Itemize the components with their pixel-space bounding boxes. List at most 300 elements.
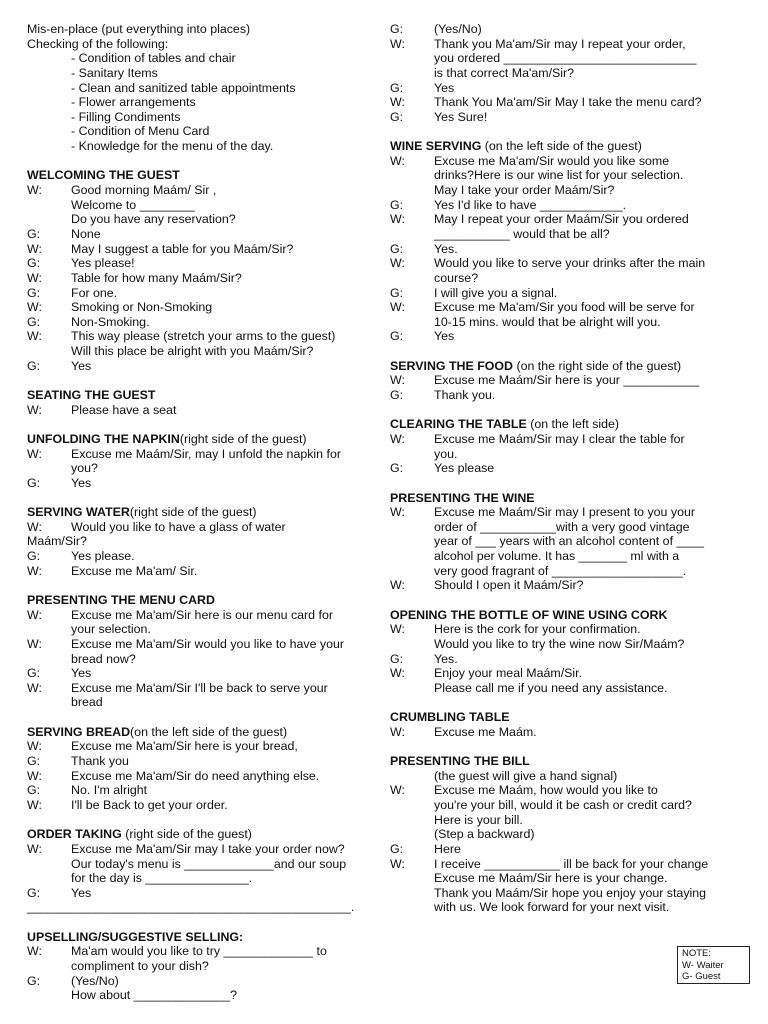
section-heading-text [390,139,642,154]
section-title: OPENING THE BOTTLE OF WINE USING CORK [390,607,668,622]
legend-note-box [677,946,750,984]
section-note: (right side of the guest) [121,827,252,842]
dialogue-line [390,271,752,286]
section-heading-text [27,168,180,183]
section-heading [390,417,752,432]
text-line [27,534,383,549]
left-column [27,22,383,1003]
speaker-label: W: [27,797,42,812]
dialogue-line [390,286,752,301]
dialogue-line [390,95,752,110]
line-text: Thank you. [434,388,496,403]
line-text: Would you like to have a glass of water [71,519,286,534]
section-heading [390,139,752,154]
line-text: - Sanitary Items [71,65,158,80]
line-text: - Flower arrangements [71,95,196,110]
section-title: PRESENTING THE MENU CARD [27,592,215,607]
line-text: Non-Smoking. [71,314,150,329]
line-text: Yes please! [71,256,135,271]
dialogue-line [27,769,383,784]
section-title: SERVING WATER [27,505,130,520]
dialogue-line [390,388,752,403]
line-text: (Step a backward) [434,827,535,842]
section-title: UPSELLING/SUGGESTIVE SELLING: [27,929,244,944]
line-text: Excuse me Ma'am/Sir you food will be serve for [434,300,695,315]
line-text: Excuse me Ma'am/Sir do need anything else. [71,768,320,783]
dialogue-line [27,798,383,813]
spacer [390,124,752,139]
line-text: 10-15 mins. would that be alright will you. [434,314,661,329]
dialogue-line [390,212,752,227]
dialogue-line [390,154,752,169]
section-heading [27,827,383,842]
section-heading-text [390,608,667,623]
dialogue-line [27,461,383,476]
dialogue-line [27,271,383,286]
speaker-label: G: [390,109,404,124]
speaker-label: W: [27,300,42,315]
dialogue-line [390,857,752,872]
speaker-label: G: [27,549,41,564]
line-text: Thank you [71,754,129,769]
dialogue-line [27,242,383,257]
line-text: Yes Sure! [434,109,488,124]
section-heading-text [27,827,252,842]
text-line [27,124,383,139]
line-text: Excuse me Ma'am/Sir I'll be back to serve your [71,680,328,695]
speaker-label: G: [390,329,404,344]
speaker-label: G: [27,285,41,300]
dialogue-line [390,534,752,549]
line-text: I will give you a signal. [434,285,558,300]
line-text: bread [71,695,103,710]
speaker-label: W: [390,622,405,637]
dialogue-line [390,447,752,462]
speaker-label: G: [390,22,404,36]
spacer [27,154,383,169]
speaker-label: G: [390,197,404,212]
spacer [27,710,383,725]
line-text: Yes [71,358,92,373]
speaker-label: G: [390,651,404,666]
spacer [27,813,383,828]
line-text: Excuse me Ma'am/Sir here is our menu card for [71,607,333,622]
section-heading-text [390,491,535,506]
line-text: Would you like to try the wine now Sir/Maám? [434,636,685,651]
text-line [27,81,383,96]
dialogue-line [27,695,383,710]
dialogue-line [390,183,752,198]
section-note: (on the left side of the guest) [481,139,642,154]
line-text: course? [434,270,479,285]
section-heading [390,359,752,374]
line-text: compliment to your dish? [71,959,209,973]
dialogue-line [390,842,752,857]
speaker-label: G: [390,388,404,403]
line-text: Ma'am would you like to try _____________ to [71,944,327,959]
line-text: with us. We look forward for your next visit. [434,900,670,915]
line-text: Excuse me Ma'am/Sir may I take your order now? [71,841,345,856]
line-text: Yes [434,80,455,95]
line-text: I receive ___________ ill be back for your change [434,856,709,871]
section-title: ORDER TAKING [27,827,122,842]
spacer [390,695,752,710]
spacer [390,739,752,754]
speaker-label: W: [27,563,42,578]
line-text: Excuse me Maám/Sir may I present to you your [434,505,695,520]
speaker-label: G: [390,241,404,256]
dialogue-line [27,256,383,271]
dialogue-line [27,329,383,344]
text-line [27,37,383,52]
dialogue-line [27,286,383,301]
section-title: PRESENTING THE WINE [390,490,535,505]
dialogue-line [27,681,383,696]
dialogue-line [390,886,752,901]
dialogue-line [27,608,383,623]
speaker-label: W: [27,241,42,256]
section-note: (on the left side) [526,417,620,432]
dialogue-line [390,227,752,242]
dialogue-line [390,827,752,842]
dialogue-line [390,900,752,915]
dialogue-line [390,622,752,637]
speaker-label: W: [27,607,42,622]
spacer [390,403,752,418]
section-title: SERVING THE FOOD [390,358,514,373]
dialogue-line [27,739,383,754]
line-text: Excuse me Maám/Sir, may I unfold the napkin for [71,446,341,461]
speaker-label: W: [27,183,42,198]
line-text: Do you have any reservation? [71,212,236,227]
speaker-label: W: [27,841,42,856]
spacer [27,578,383,593]
dialogue-line [390,22,752,37]
line-text: Yes. [434,241,458,256]
section-heading-text [27,432,307,447]
line-text: Enjoy your meal Maám/Sir. [434,666,583,681]
speaker-label: W: [390,724,405,739]
line-text: Yes [71,885,92,900]
line-text: ___________ would that be all? [434,226,610,241]
section-title: PRESENTING THE BILL [390,754,530,769]
section-heading [390,710,752,725]
section-note: (on the right side of the guest) [513,358,682,373]
line-text: Excuse me Ma'am/Sir would you like some [434,153,670,168]
section-heading [390,754,752,769]
line-text: Excuse me Ma'am/Sir here is your bread, [71,739,298,754]
section-title: UNFOLDING THE NAPKIN [27,431,180,446]
dialogue-line [27,974,383,989]
dialogue-line [390,373,752,388]
note-waiter: W- Waiter [682,959,724,971]
text-line [27,66,383,81]
dialogue-line [27,944,383,959]
line-text: Here is the cork for your confirmation. [434,622,641,637]
line-text: Yes [71,666,92,681]
dialogue-line [27,886,383,901]
section-note: (right side of the guest) [179,431,307,446]
line-text: you ordered ____________________________ [434,51,697,66]
line-text: Thank You Ma'am/Sir May I take the menu card? [434,95,702,110]
section-heading-text [27,930,243,945]
dialogue-line [390,329,752,344]
line-text: drinks?Here is our wine list for your selection. [434,168,684,183]
section-heading [27,593,383,608]
dialogue-line [390,168,752,183]
line-text: Thank you Ma'am/Sir may I repeat your order, [434,36,686,51]
note-guest: G- Guest [682,971,721,982]
line-text: Should I open it Maám/Sir? [434,578,584,593]
dialogue-line [27,959,383,974]
dialogue-line [390,432,752,447]
dialogue-line [27,666,383,681]
dialogue-line [390,666,752,681]
section-heading-text [390,754,530,769]
section-heading-text [390,710,510,725]
speaker-label: G: [27,358,41,373]
dialogue-line [27,344,383,359]
section-heading [27,388,383,403]
speaker-label: W: [390,256,405,271]
section-note: (on the left side of the guest) [130,724,288,739]
dialogue-line [390,871,752,886]
line-text: Excuse me Maám/Sir may I clear the table for [434,431,685,446]
dialogue-line [390,564,752,579]
line-text: Maám/Sir? [27,534,87,549]
dialogue-line [390,652,752,667]
dialogue-line [390,813,752,828]
dialogue-line [27,520,383,535]
speaker-label: G: [390,841,404,856]
dialogue-line [27,754,383,769]
section-heading [27,432,383,447]
speaker-label: W: [27,944,42,959]
dialogue-line [390,637,752,652]
dialogue-line [27,622,383,637]
text-line [27,110,383,125]
line-text: May I suggest a table for you Maám/Sir? [71,241,294,256]
section-heading [27,930,383,945]
speaker-label: W: [390,578,405,593]
line-text: Yes please [434,461,495,476]
text-line [27,900,383,915]
dialogue-line [27,842,383,857]
dialogue-line [27,212,383,227]
line-text: you. [434,446,458,461]
line-text: Mis-en-place (put everything into places) [27,22,251,36]
line-text: Yes please. [71,549,135,564]
speaker-label: W: [390,36,405,51]
line-text: very good fragrant of ___________________. [434,563,687,578]
dialogue-line [27,227,383,242]
line-text: Yes [71,475,92,490]
dialogue-line [27,476,383,491]
dialogue-line [390,37,752,52]
section-heading-text [390,417,619,432]
line-text: Excuse me Maám, how would you like to [434,783,658,798]
spacer [27,491,383,506]
section-note: (right side of the guest) [129,505,257,520]
section-heading-text [390,359,681,374]
dialogue-line [27,198,383,213]
speaker-label: W: [27,329,42,344]
note-title: NOTE: [682,948,712,959]
line-text: is that correct Ma'am/Sir? [434,65,575,80]
dialogue-line [390,725,752,740]
text-line [27,51,383,66]
spacer [390,593,752,608]
spacer [390,344,752,359]
speaker-label: W: [27,270,42,285]
line-text: Yes. [434,651,458,666]
dialogue-line [390,315,752,330]
line-text: _______________________________________________. [27,900,355,915]
line-text: None [71,226,101,241]
dialogue-line [390,798,752,813]
section-title: SERVING BREAD [27,724,131,739]
line-text: order of ___________with a very good vintage [434,519,690,534]
line-text: May I repeat your order Maám/Sir you ordered [434,212,689,227]
line-text: Here is your bill. [434,812,523,827]
line-text: Good morning Maám/ Sir , [71,183,217,198]
dialogue-line [390,578,752,593]
section-heading [27,725,383,740]
line-text: Excuse me Ma'am/ Sir. [71,563,198,578]
dialogue-line [390,110,752,125]
dialogue-line [390,81,752,96]
dialogue-line [27,183,383,198]
line-text: Yes [434,329,455,344]
line-text: Excuse me Ma'am/Sir would you like to have your [71,636,345,651]
speaker-label: G: [390,80,404,95]
speaker-label: G: [390,285,404,300]
line-text: alcohol per volume. It has _______ ml with a [434,549,680,564]
line-text: you're your bill, would it be cash or credit card? [434,797,692,812]
line-text: Checking of the following: [27,36,169,51]
line-text: you? [71,461,98,476]
dialogue-line [390,505,752,520]
section-heading-text [27,505,257,520]
line-text: Please call me if you need any assistance. [434,680,668,695]
dialogue-line [390,783,752,798]
line-text: - Clean and sanitized table appointments [71,80,296,95]
dialogue-line [27,403,383,418]
line-text: May I take your order Maám/Sir? [434,183,615,198]
spacer [27,373,383,388]
speaker-label: G: [27,783,41,798]
speaker-label: W: [390,212,405,227]
dialogue-line [27,783,383,798]
line-text: (Yes/No) [71,973,119,988]
section-heading [390,608,752,623]
dialogue-line [390,256,752,271]
section-heading [27,168,383,183]
speaker-label: W: [27,446,42,461]
spacer [390,476,752,491]
section-title: WINE SERVING [390,139,482,154]
dialogue-line [390,549,752,564]
text-line [27,139,383,154]
speaker-label: G: [27,475,41,490]
line-text: - Condition of Menu Card [71,124,210,139]
line-text: This way please (stretch your arms to the guest) [71,329,336,344]
dialogue-line [27,652,383,667]
dialogue-line [27,637,383,652]
line-text: For one. [71,285,118,300]
speaker-label: G: [27,666,41,681]
line-text: - Filling Condiments [71,109,181,124]
speaker-label: W: [390,95,405,110]
dialogue-line [390,51,752,66]
speaker-label: W: [27,739,42,754]
speaker-label: W: [390,431,405,446]
right-column [390,22,752,915]
speaker-label: W: [390,153,405,168]
dialogue-line [27,988,383,1003]
section-title: SEATING THE GUEST [27,388,156,403]
dialogue-line [390,769,752,784]
dialogue-line [27,300,383,315]
dialogue-line [27,549,383,564]
line-text: How about ______________? [71,988,238,1003]
dialogue-line [27,315,383,330]
dialogue-line [27,447,383,462]
dialogue-line [390,300,752,315]
section-heading-text [27,593,215,608]
speaker-label: W: [27,519,42,534]
dialogue-line [27,857,383,872]
speaker-label: W: [390,505,405,520]
dialogue-line [27,359,383,374]
section-heading-text [27,725,287,740]
line-text: Smoking or Non-Smoking [71,300,213,315]
section-title: CRUMBLING TABLE [390,710,510,725]
speaker-label: G: [390,461,404,476]
speaker-label: W: [390,666,405,681]
speaker-label: G: [27,314,41,329]
speaker-label: G: [27,885,41,900]
speaker-label: G: [27,226,41,241]
speaker-label: G: [27,256,41,271]
line-text: Will this place be alright with you Maám/Sir? [71,344,314,359]
speaker-label: W: [27,402,42,417]
line-text: Excuse me Maám/Sir here is your change. [434,871,668,886]
line-text: I'll be Back to get your order. [71,797,228,812]
spacer [27,915,383,930]
line-text: year of ___ years with an alcohol content of ____ [434,534,705,549]
text-line [27,22,383,37]
line-text: for the day is _______________. [71,871,253,886]
line-text: Yes I'd like to have ____________. [434,197,627,212]
section-title: CLEARING THE TABLE [390,417,527,432]
line-text: (the guest will give a hand signal) [434,768,618,783]
line-text: Excuse me Maám. [434,724,537,739]
line-text: Here [434,841,461,856]
line-text: - Knowledge for the menu of the day. [71,139,274,154]
text-line [27,95,383,110]
dialogue-line [390,461,752,476]
dialogue-line [390,198,752,213]
spacer [27,417,383,432]
dialogue-line [27,871,383,886]
line-text: Thank you Maám/Sir hope you enjoy your staying [434,885,707,900]
line-text: (Yes/No) [434,22,482,36]
speaker-label: W: [27,768,42,783]
line-text: bread now? [71,651,136,666]
speaker-label: W: [390,783,405,798]
dialogue-line [390,66,752,81]
